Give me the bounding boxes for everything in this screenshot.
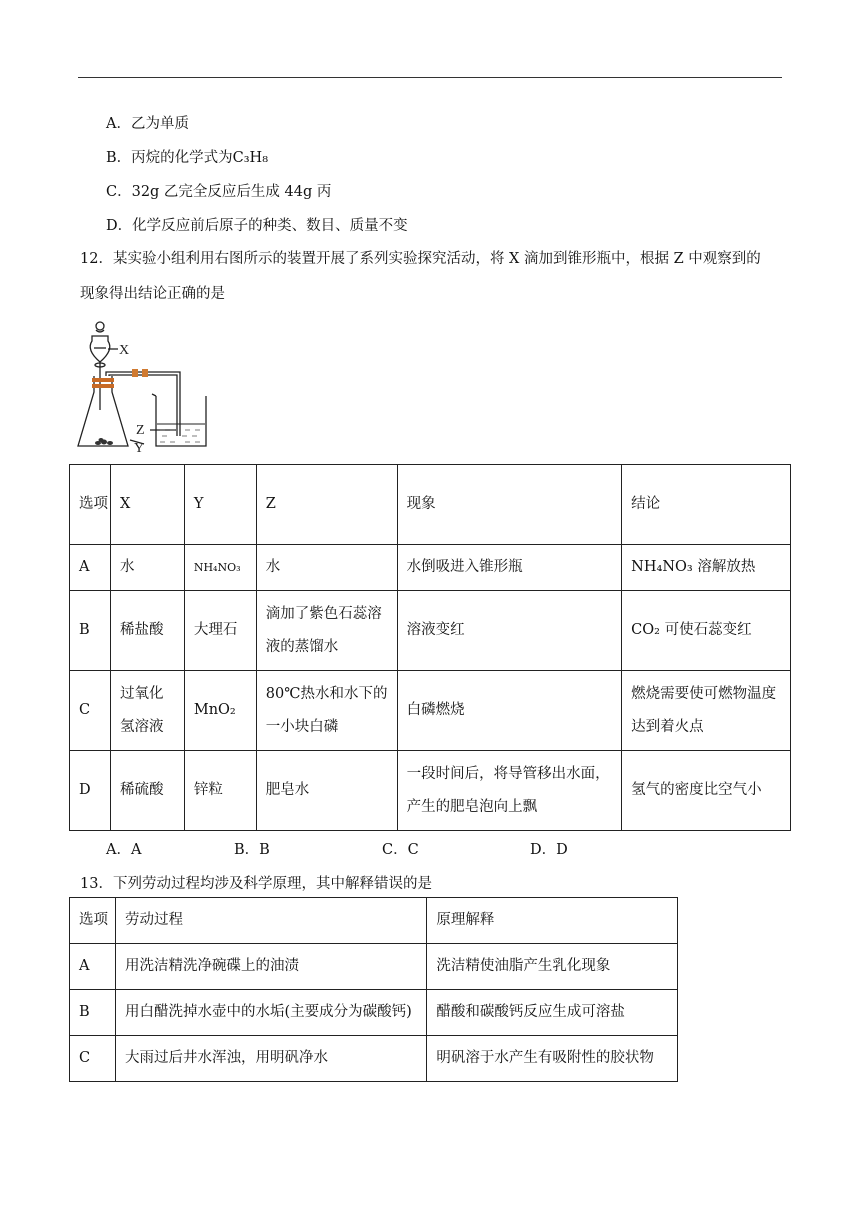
- cell-option: C: [70, 1036, 116, 1082]
- answer-b[interactable]: B．B: [234, 842, 270, 858]
- table-row: [70, 751, 791, 831]
- header-z: Z: [256, 465, 397, 545]
- label-y: Y: [134, 441, 145, 456]
- option-a: A．乙为单质: [106, 116, 189, 132]
- option-b: B．丙烷的化学式为C₃H₈: [106, 150, 269, 166]
- question-12-line1: 12．某实验小组利用右图所示的装置开展了系列实验探究活动，将 X 滴加到锥形瓶中，根据 Z 中观察到的: [80, 251, 761, 267]
- answer-d[interactable]: D．D: [530, 842, 568, 858]
- option-d: D．化学反应前后原子的种类、数目、质量不变: [106, 218, 408, 234]
- cell-conclusion: CO₂ 可使石蕊变红: [622, 591, 791, 671]
- question-12-line2: 现象得出结论正确的是: [80, 286, 225, 302]
- cell-z: 水: [256, 545, 397, 591]
- cell-option: B: [70, 990, 116, 1036]
- cell-z: 滴加了紫色石蕊溶液的蒸馏水: [256, 591, 397, 671]
- cell-option: C: [70, 671, 111, 751]
- cell-x: 稀盐酸: [110, 591, 184, 671]
- header-x: X: [110, 465, 184, 545]
- cell-y: 大理石: [184, 591, 256, 671]
- header-option: 选项: [70, 465, 111, 545]
- label-x: X: [119, 343, 130, 358]
- cell-z: 80℃热水和水下的一小块白磷: [256, 671, 397, 751]
- cell-process: 用白醋洗掉水壶中的水垢(主要成分为碳酸钙): [115, 990, 426, 1036]
- cell-phenomenon: 溶液变红: [397, 591, 622, 671]
- cell-option: A: [70, 944, 116, 990]
- cell-y: NH₄NO₃: [184, 545, 256, 591]
- cell-option: B: [70, 591, 111, 671]
- cell-y: 锌粒: [184, 751, 256, 831]
- cell-process: 用洗洁精洗净碗碟上的油渍: [115, 944, 426, 990]
- header-rule: [78, 77, 782, 78]
- apparatus-figure: [70, 314, 220, 458]
- table-header-row: [70, 465, 791, 545]
- header-principle: 原理解释: [427, 898, 678, 944]
- table-row: [70, 671, 791, 751]
- q12-answer-choices: [106, 838, 568, 859]
- header-phenomenon: 现象: [397, 465, 622, 545]
- cell-conclusion: 氢气的密度比空气小: [622, 751, 791, 831]
- table-row: [70, 591, 791, 671]
- question-13: 13．下列劳动过程均涉及科学原理，其中解释错误的是: [80, 876, 432, 892]
- cell-process: 大雨过后井水浑浊，用明矾净水: [115, 1036, 426, 1082]
- option-c: C．32g 乙完全反应后生成 44g 丙: [106, 184, 332, 200]
- cell-conclusion: 燃烧需要使可燃物温度达到着火点: [622, 671, 791, 751]
- q13-table: [69, 897, 678, 1082]
- cell-phenomenon: 一段时间后，将导管移出水面，产生的肥皂泡向上飘: [397, 751, 622, 831]
- table-row: [70, 944, 678, 990]
- table-row: [70, 1036, 678, 1082]
- cell-conclusion: NH₄NO₃ 溶解放热: [622, 545, 791, 591]
- cell-x: 水: [110, 545, 184, 591]
- table-header-row: [70, 898, 678, 944]
- cell-option: A: [70, 545, 111, 591]
- cell-y: MnO₂: [184, 671, 256, 751]
- cell-x: 稀硫酸: [110, 751, 184, 831]
- cell-z: 肥皂水: [256, 751, 397, 831]
- cell-phenomenon: 白磷燃烧: [397, 671, 622, 751]
- cell-x: 过氧化氢溶液: [110, 671, 184, 751]
- header-process: 劳动过程: [115, 898, 426, 944]
- cell-principle: 洗洁精使油脂产生乳化现象: [427, 944, 678, 990]
- header-option: 选项: [70, 898, 116, 944]
- cell-option: D: [70, 751, 111, 831]
- answer-c[interactable]: C．C: [382, 842, 419, 858]
- table-row: [70, 990, 678, 1036]
- cell-principle: 醋酸和碳酸钙反应生成可溶盐: [427, 990, 678, 1036]
- header-conclusion: 结论: [622, 465, 791, 545]
- cell-phenomenon: 水倒吸进入锥形瓶: [397, 545, 622, 591]
- table-row: [70, 545, 791, 591]
- answer-a[interactable]: A．A: [106, 842, 142, 858]
- q12-table: [69, 464, 791, 831]
- label-z: Z: [136, 423, 145, 438]
- header-y: Y: [184, 465, 256, 545]
- cell-principle: 明矾溶于水产生有吸附性的胶状物: [427, 1036, 678, 1082]
